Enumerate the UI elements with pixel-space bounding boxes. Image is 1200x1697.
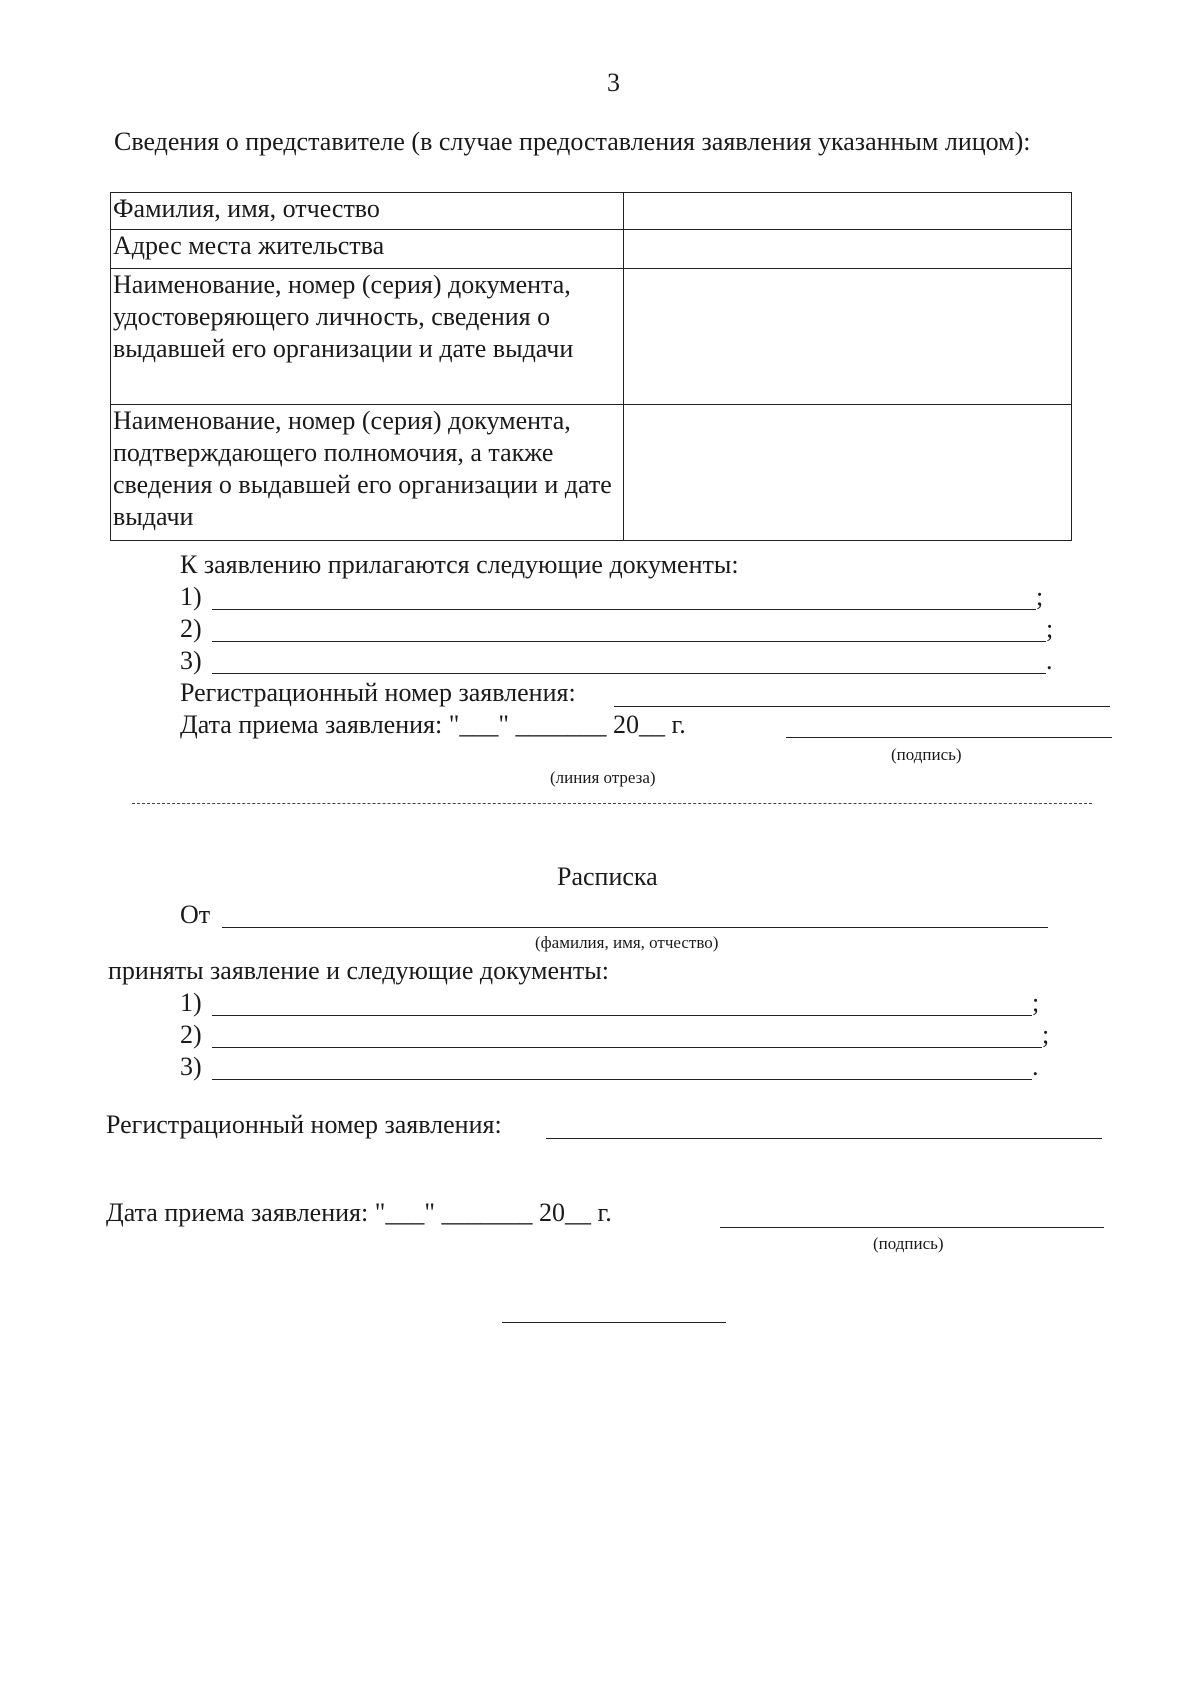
receipt-item-end-2: ; [1042,1020,1050,1049]
attachment-number-1: 1) [180,582,202,611]
table-value-authority-document[interactable] [624,405,1072,541]
table-label-full-name: Фамилия, имя, отчество [111,193,624,230]
representative-table [110,192,1072,541]
table-label-identity-document: Наименование, номер (серия) документа, удостоверяющего личность, сведения о выдавшей его организации и дате выдачи [111,269,624,405]
receipt-item-end-1: ; [1032,988,1040,1017]
receipt-registration-label: Регистрационный номер заявления: [106,1110,502,1139]
end-separator [502,1322,726,1323]
receipt-from-caption: (фамилия, имя, отчество) [535,933,719,952]
registration-number-line[interactable] [614,706,1110,707]
receipt-item-line-1[interactable] [212,1015,1032,1016]
registration-label: Регистрационный номер заявления: [180,678,576,707]
attachment-number-3: 3) [180,646,202,675]
receipt-item-end-3: . [1032,1052,1039,1081]
table-label-authority-document: Наименование, номер (серия) документа, подтверждающего полномочия, а также сведения о выдавшей его организации и дате выдачи [111,405,624,541]
receipt-item-line-3[interactable] [212,1079,1032,1080]
signature-caption: (подпись) [891,745,962,764]
cut-line-caption: (линия отреза) [550,768,656,787]
receipt-from-label: От [180,900,211,929]
attachment-end-1: ; [1036,582,1044,611]
receipt-registration-line[interactable] [546,1138,1102,1139]
representative-heading: Сведения о представителе (в случае предоставления заявления указанным лицом): [114,127,1031,156]
table-row [111,405,1072,541]
table-value-full-name[interactable] [624,193,1072,230]
receipt-item-number-2: 2) [180,1020,202,1049]
attachments-heading: К заявлению прилагаются следующие документы: [180,550,739,579]
cut-line [132,803,1092,804]
receipt-from-line[interactable] [222,927,1048,928]
receipt-item-line-2[interactable] [212,1047,1042,1048]
table-row [111,269,1072,405]
receipt-accepted-text: приняты заявление и следующие документы: [108,956,609,985]
table-label-address: Адрес места жительства [111,230,624,269]
attachment-number-2: 2) [180,614,202,643]
receipt-signature-caption: (подпись) [873,1234,944,1253]
table-value-address[interactable] [624,230,1072,269]
receipt-signature-line[interactable] [720,1227,1104,1228]
attachment-end-3: . [1046,646,1053,675]
table-value-identity-document[interactable] [624,269,1072,405]
table-row [111,193,1072,230]
attachment-line-3[interactable] [212,673,1046,674]
receipt-title: Расписка [557,862,658,891]
attachment-line-2[interactable] [212,641,1046,642]
signature-line[interactable] [786,737,1112,738]
receipt-date-label: Дата приема заявления: "___" _______ 20__ г. [106,1198,612,1227]
date-label: Дата приема заявления: "___" _______ 20__ г. [180,710,686,739]
page-number: 3 [607,68,620,97]
attachment-line-1[interactable] [212,609,1036,610]
receipt-item-number-3: 3) [180,1052,202,1081]
table-row [111,230,1072,269]
receipt-item-number-1: 1) [180,988,202,1017]
attachment-end-2: ; [1046,614,1054,643]
